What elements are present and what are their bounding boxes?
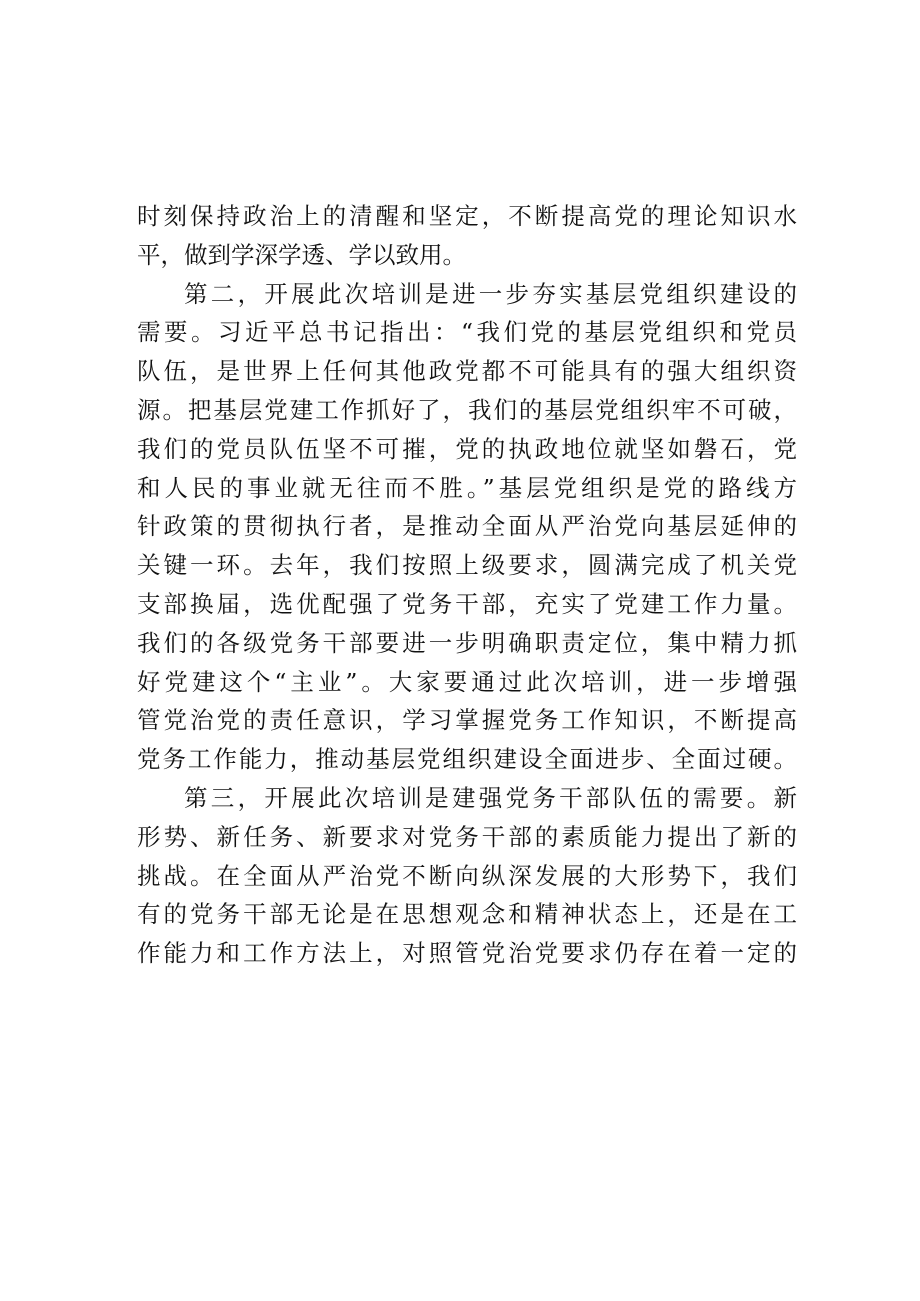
text-line: 好党建这个“主业”。大家要通过此次培训，进一步增强 [137, 667, 797, 696]
text-line: 我们的党员队伍坚不可摧，党的执政地位就坚如磐石，党 [137, 434, 797, 463]
text-line: 挑战。在全面从严治党不断向纵深发展的大形势下，我们 [137, 861, 797, 890]
text-line: 时刻保持政治上的清醒和坚定，不断提高党的理论知识水 [137, 202, 797, 230]
text-line: 我们的各级党务干部要进一步明确职责定位，集中精力抓 [137, 628, 797, 657]
paragraph-start-line: 第三，开展此次培训是建强党务干部队伍的需要。新 [184, 783, 797, 812]
paragraph-start-line: 第二，开展此次培训是进一步夯实基层党组织建设的 [184, 279, 797, 308]
text-line: 管党治党的责任意识，学习掌握党务工作知识，不断提高 [137, 706, 797, 735]
text-line: 有的党务干部无论是在思想观念和精神状态上，还是在工 [137, 900, 797, 929]
text-line: 支部换届，选优配强了党务干部，充实了党建工作力量。 [137, 589, 797, 618]
text-line: 和人民的事业就无往而不胜。”基层党组织是党的路线方 [137, 473, 797, 502]
text-line: 作能力和工作方法上，对照管党治党要求仍存在着一定的 [137, 939, 797, 968]
text-line: 队伍，是世界上任何其他政党都不可能具有的强大组织资 [137, 357, 797, 386]
text-line: 形势、新任务、新要求对党务干部的素质能力提出了新的 [137, 822, 797, 851]
text-line: 党务工作能力，推动基层党组织建设全面进步、全面过硬。 [137, 745, 797, 774]
text-line: 针政策的贯彻执行者，是推动全面从严治党向基层延伸的 [137, 512, 797, 541]
text-line: 源。把基层党建工作抓好了，我们的基层党组织牢不可破， [137, 395, 797, 424]
text-line: 平，做到学深学透、学以致用。 [137, 240, 466, 269]
body-text [137, 197, 797, 973]
text-line: 关键一环。去年，我们按照上级要求，圆满完成了机关党 [137, 551, 797, 580]
text-line: 需要。习近平总书记指出：“我们党的基层党组织和党员 [137, 318, 797, 347]
